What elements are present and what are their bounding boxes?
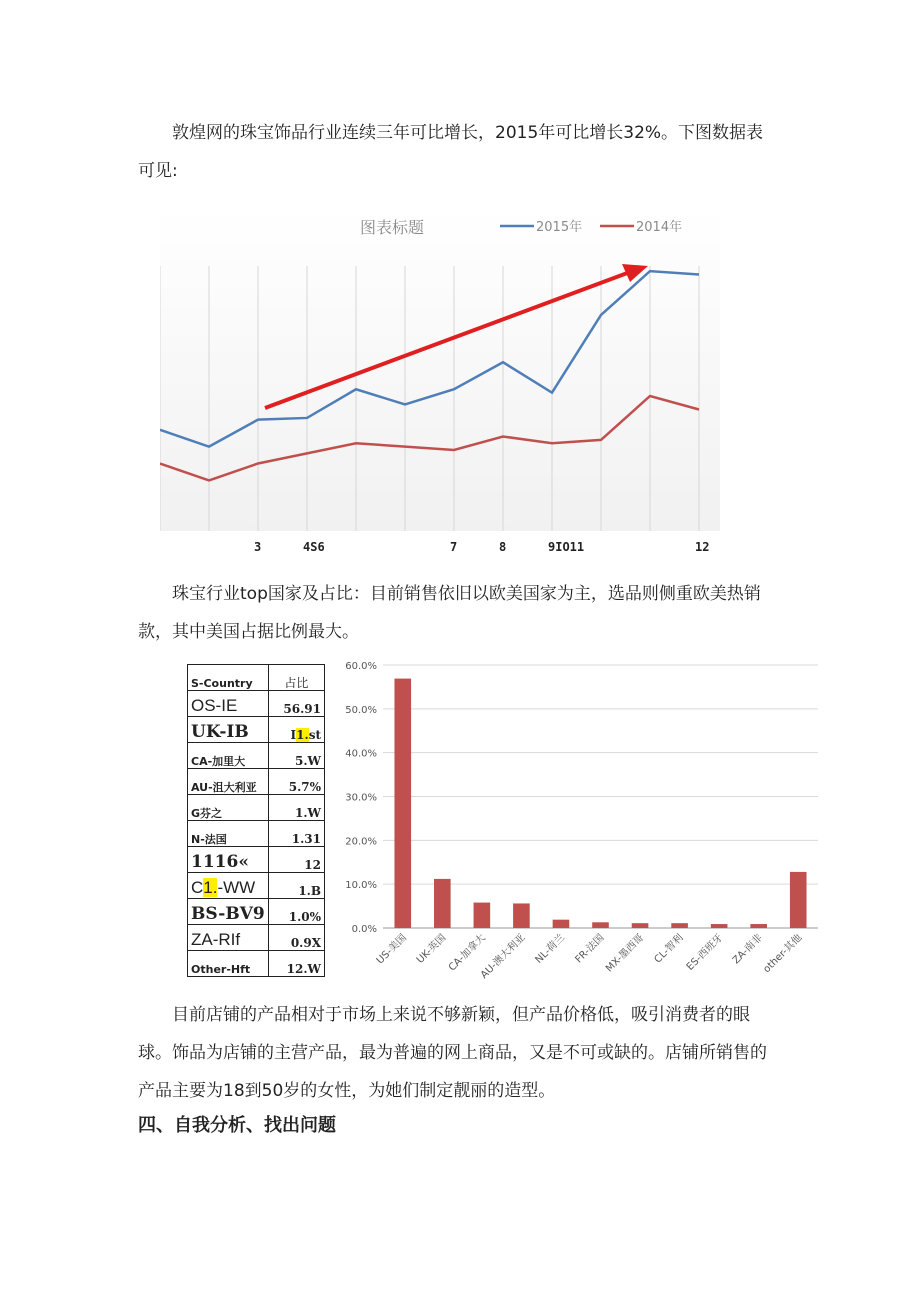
table-row [188,717,325,743]
bar-xtick-7: CL-智利 [652,932,686,966]
share-cell: 1.0% [268,899,324,925]
line-x-label-0: 3 [254,540,262,554]
highlight-mark: 1. [203,878,218,898]
header-share: 占比 [268,665,324,691]
top-countries-paragraph: 珠宝行业top国家及占比：目前销售依旧以欧美国家为主，选品则侧重欧美热销款，其中美国占据比例最大。 [138,584,761,642]
bar-ytick-2: 20.0% [345,836,377,848]
table-row [188,847,325,873]
line-x-label-4: 9IO11 [548,540,585,554]
country-cell: BS-BV9 [188,899,269,925]
bar-1 [434,879,451,928]
bar-ytick-1: 10.0% [345,880,377,892]
bar-6 [632,923,649,928]
share-cell: 1.W [268,795,324,821]
country-cell: OS-IE [188,691,269,717]
bar-0 [394,679,411,928]
bar-xtick-8: ES-西班牙 [684,932,726,973]
country-cell: N-法国 [188,821,269,847]
share-cell: I1.st [268,717,324,743]
table-row [188,821,325,847]
country-share-bar-chart [328,655,823,985]
legend-label-1: 2014年 [636,220,683,235]
country-cell: ZA-RIf [188,925,269,951]
table-row [188,769,325,795]
table-row [188,899,325,925]
bar-4 [553,920,570,928]
bar-xtick-3: AU-澳大利亚 [478,932,528,981]
table-row [188,743,325,769]
bar-8 [711,924,728,928]
bar-5 [592,922,609,928]
line-x-label-3: 8 [499,540,507,554]
share-cell: 5.7% [268,769,324,795]
share-cell: 0.9X [268,925,324,951]
table-row [188,925,325,951]
country-cell: CA-加里大 [188,743,269,769]
store-analysis-paragraph: 目前店铺的产品相对于市场上来说不够新颖，但产品价格低，吸引消费者的眼球。饰品为店铺的主营产品，最为普遍的网上商品，又是不可或缺的。店铺所销售的产品主要为18到50岁的女性，为她们制定靓丽的造型。 [138,1005,767,1101]
line-chart-x-labels [160,540,720,560]
bar-ytick-5: 50.0% [345,704,377,716]
table-row [188,951,325,977]
header-country: S-Country [188,665,269,691]
bar-ytick-6: 60.0% [345,661,377,672]
line-x-label-2: 7 [450,540,458,554]
share-cell: 12 [268,847,324,873]
table-row [188,795,325,821]
share-cell: 56.91 [268,691,324,717]
growth-line-chart [160,206,720,531]
bar-10 [790,872,807,928]
table-row [188,873,325,899]
country-cell: G芬之 [188,795,269,821]
bar-3 [513,903,530,928]
highlight-mark: 1. [296,727,309,742]
bar-xtick-2: CA-加拿大 [446,932,488,974]
share-cell: 12.W [268,951,324,977]
legend-label-0: 2015年 [536,220,583,235]
share-cell: 1.B [268,873,324,899]
bar-9 [750,924,767,928]
country-share-table [187,664,325,977]
bar-xtick-10: other-其他 [761,932,805,976]
table-row [188,691,325,717]
bar-xtick-6: MX-墨西哥 [604,932,647,975]
bar-ytick-0: 0.0% [351,924,377,935]
bar-ytick-3: 30.0% [345,792,377,804]
bar-7 [671,923,688,928]
bar-xtick-0: US-美国 [374,932,409,967]
line-x-label-1: 4S6 [303,540,325,554]
line-chart-title: 图表标题 [360,218,425,237]
country-cell: C1.-WW [188,873,269,899]
bar-xtick-4: NL-荷兰 [533,932,568,966]
table-header-row [188,665,325,691]
country-cell: Other-Hft [188,951,269,977]
country-cell: AU-沮大利亚 [188,769,269,795]
share-cell: 1.31 [268,821,324,847]
country-cell: 1116« [188,847,269,873]
line-x-label-5: 12 [695,540,710,554]
share-cell: 5.W [268,743,324,769]
bar-2 [474,903,491,928]
country-cell: UK-IB [188,717,269,743]
bar-xtick-1: UK-英国 [414,932,449,966]
bar-xtick-5: FR-法国 [573,932,607,966]
intro-paragraph: 敦煌网的珠宝饰品行业连续三年可比增长，2015年可比增长32%。下图数据表可见: [138,123,764,181]
bar-xtick-9: ZA-南非 [730,932,765,967]
section-heading: 四、自我分析、找出问题 [138,1115,336,1136]
bar-ytick-4: 40.0% [345,748,377,760]
